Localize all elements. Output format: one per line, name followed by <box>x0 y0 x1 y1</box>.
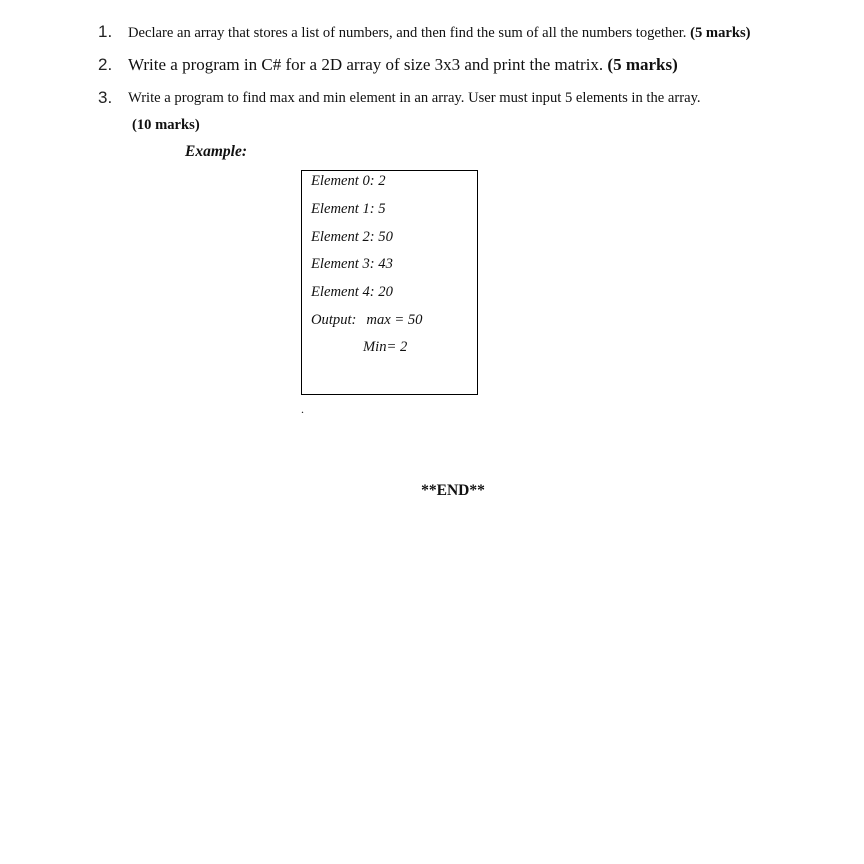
question-1-number: 1. <box>98 22 113 41</box>
question-2-marks: (5 marks) <box>607 55 678 74</box>
question-1-body: Declare an array that stores a list of numbers, and then find the sum of all the numbers together. <box>128 25 691 41</box>
example-output-max: max = 50 <box>366 312 423 328</box>
question-3-body: Write a program to find max and min element in an array. User must input 5 elements in the array. <box>128 90 701 106</box>
example-element-line: Element 0: 2 <box>311 173 386 189</box>
question-2-text <box>128 55 678 75</box>
example-output-min: Min= 2 <box>363 339 408 355</box>
stray-mark: . <box>301 402 304 416</box>
end-marker: **END** <box>421 482 485 499</box>
example-element-line: Element 1: 5 <box>311 201 386 217</box>
question-1-marks: (5 marks) <box>690 25 751 41</box>
question-2-body: Write a program in C# for a 2D array of size 3x3 and print the matrix. <box>128 55 608 74</box>
question-3-marks: (10 marks) <box>132 117 200 133</box>
example-output-label: Output: <box>311 312 357 328</box>
question-2-number: 2. <box>98 55 113 74</box>
example-element-line: Element 3: 43 <box>311 256 393 272</box>
example-label: Example: <box>185 143 247 160</box>
example-output-line <box>311 312 422 329</box>
example-element-line: Element 2: 50 <box>311 229 393 245</box>
example-box <box>301 170 478 395</box>
question-3-number: 3. <box>98 88 113 107</box>
example-element-line: Element 4: 20 <box>311 284 393 300</box>
question-1-text <box>128 25 751 42</box>
